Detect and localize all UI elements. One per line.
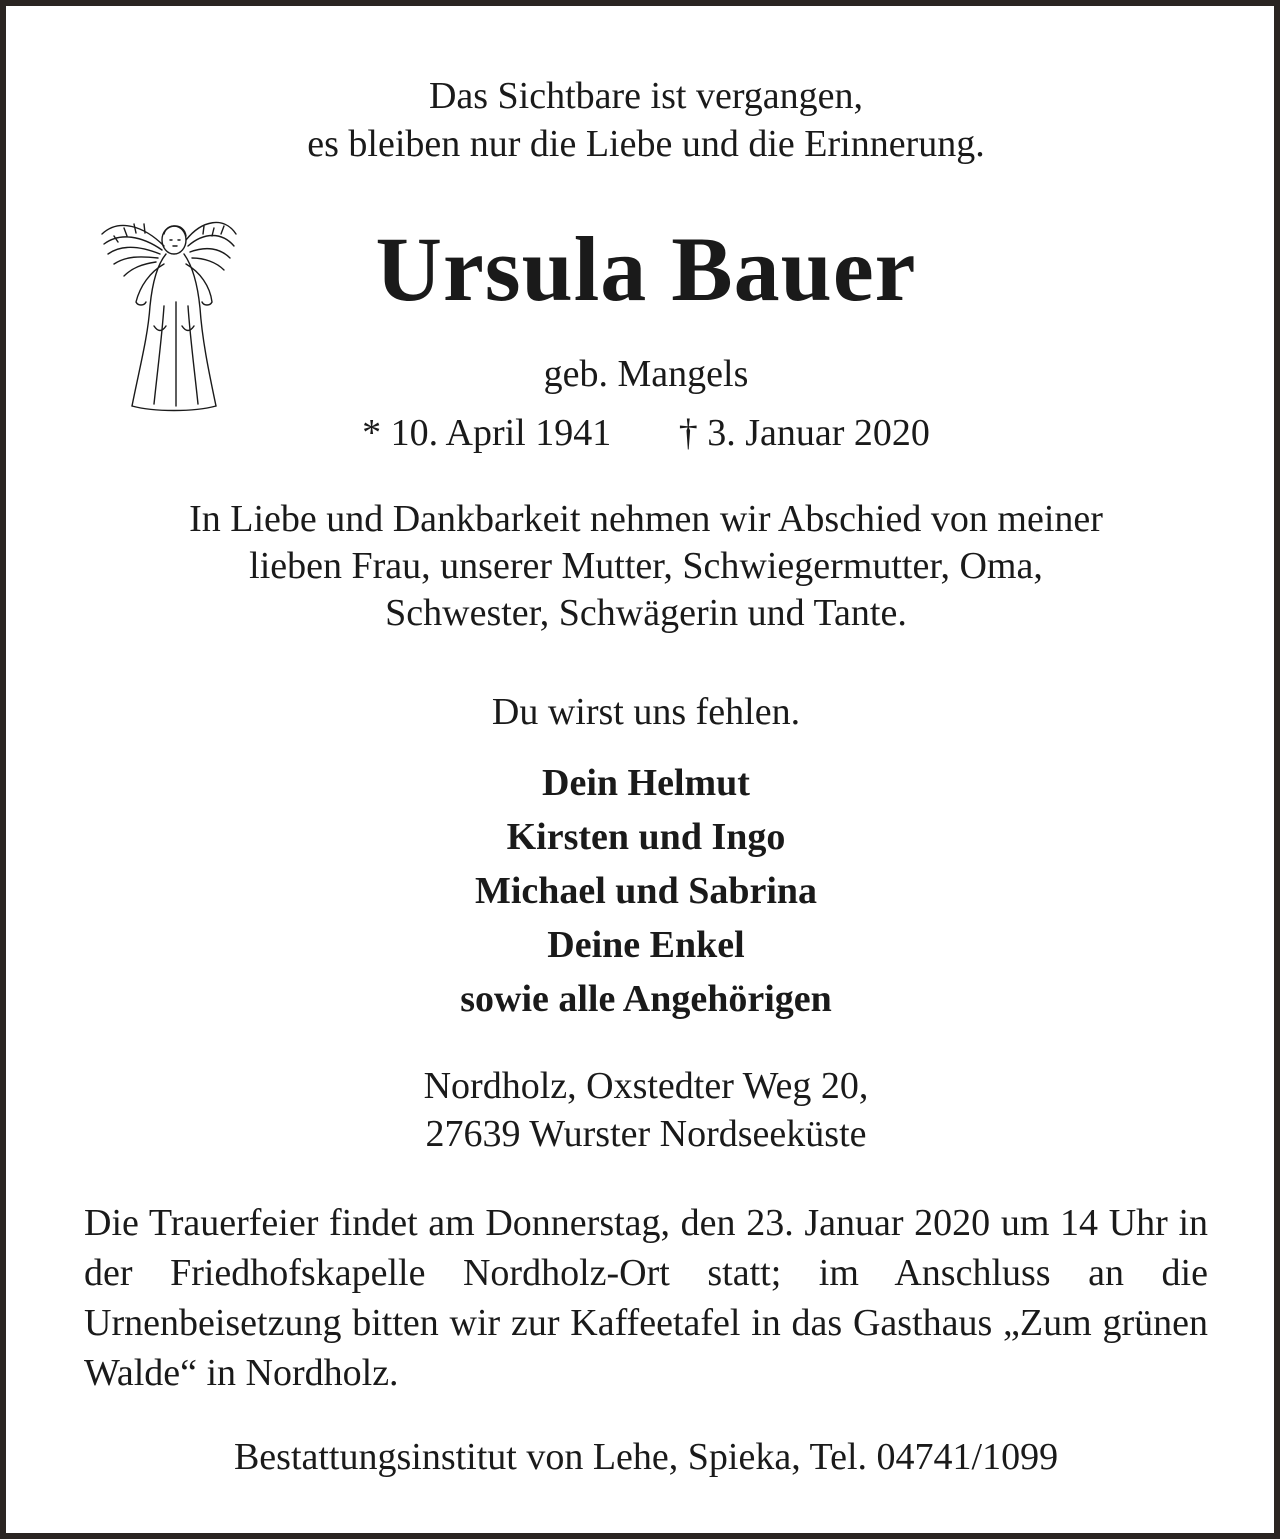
mourner: sowie alle Angehörigen — [460, 978, 832, 1020]
tribute-line-3: Schwester, Schwägerin und Tante. — [385, 592, 907, 634]
address — [6, 1062, 1280, 1158]
maiden-name: geb. Mangels — [543, 353, 749, 395]
undertaker-info: Bestattungsinstitut von Lehe, Spieka, Tel. 04741/1099 — [233, 1436, 1059, 1478]
motto-line-1: Das Sichtbare ist vergangen, — [428, 75, 864, 117]
tribute-line-2: lieben Frau, unserer Mutter, Schwiegermutter, Oma, — [249, 545, 1043, 587]
funeral-service-info: Die Trauerfeier findet am Donnerstag, den 23. Januar 2020 um 14 Uhr in der Friedhofskapelle Nordholz-Ort statt; im Anschluss an die Urnenbeisetzung bitten wir zur Kaffeetafel in das Gasthaus „Zum grünen Walde“ in Nordholz. — [84, 1202, 1208, 1394]
address-line-2: 27639 Wurster Nordseeküste — [425, 1113, 867, 1155]
address-line-1: Nordholz, Oxstedter Weg 20, — [423, 1065, 869, 1107]
mourner: Dein Helmut — [542, 762, 750, 804]
death-date: † 3. Januar 2020 — [678, 412, 930, 454]
tribute-line-1: In Liebe und Dankbarkeit nehmen wir Abschied von meiner — [189, 498, 1103, 540]
tribute-text — [6, 496, 1280, 637]
mourner: Deine Enkel — [547, 924, 745, 966]
mourners-list — [6, 756, 1280, 1026]
farewell-line: Du wirst uns fehlen. — [491, 691, 801, 733]
motto — [6, 72, 1280, 168]
life-dates — [6, 408, 1280, 458]
mourner: Kirsten und Ingo — [506, 816, 786, 858]
deceased-name: Ursula Bauer — [375, 218, 917, 320]
birth-date: * 10. April 1941 — [362, 412, 612, 454]
motto-line-2: es bleiben nur die Liebe und die Erinnerung. — [307, 123, 985, 165]
mourner: Michael und Sabrina — [474, 870, 818, 912]
